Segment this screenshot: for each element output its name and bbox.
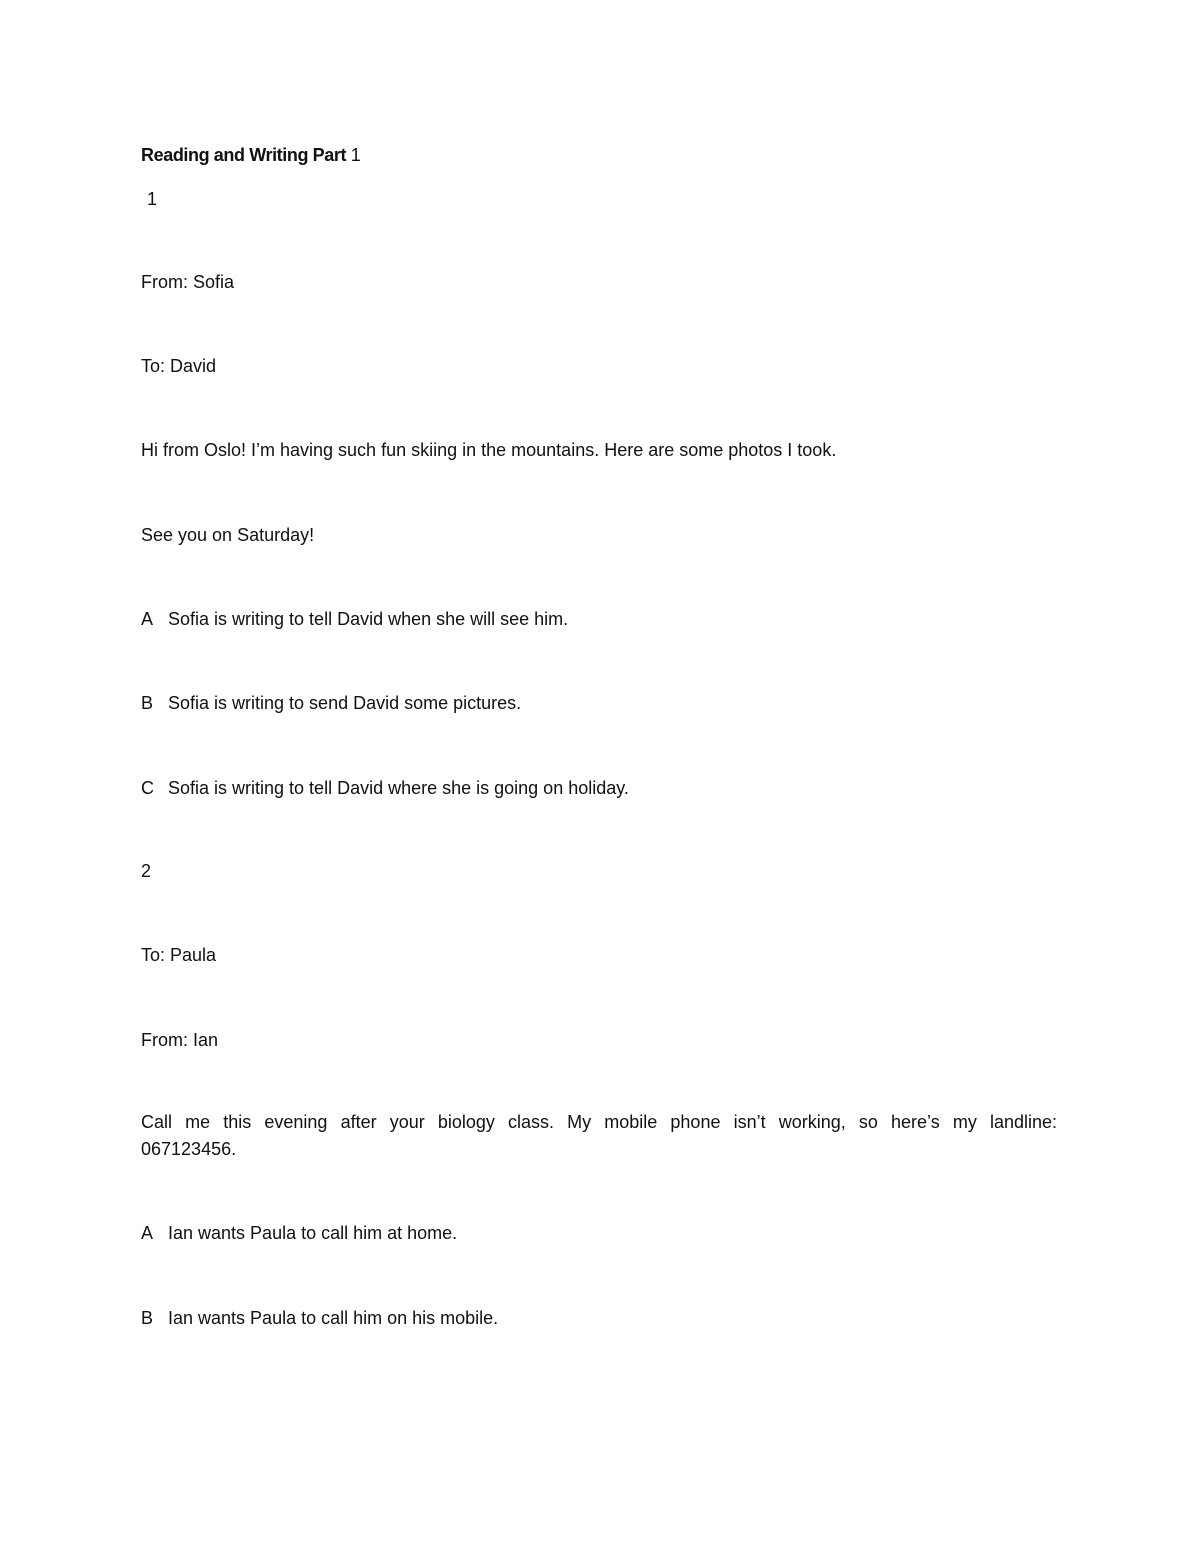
q2-option-a bbox=[141, 1222, 457, 1244]
q2-option-b bbox=[141, 1307, 498, 1329]
option-text: Ian wants Paula to call him at home. bbox=[168, 1223, 458, 1243]
q1-from-line: From: Sofia bbox=[141, 272, 235, 292]
option-letter: A bbox=[141, 1223, 154, 1243]
q2-from-line: From: Ian bbox=[141, 1030, 219, 1050]
q1-message-line-2: See you on Saturday! bbox=[141, 525, 315, 545]
question-number-1: 1 bbox=[147, 189, 158, 209]
option-letter: B bbox=[141, 693, 154, 713]
q2-to-line: To: Paula bbox=[141, 945, 217, 965]
question-number-2: 2 bbox=[141, 861, 152, 881]
page-title bbox=[141, 144, 360, 166]
title-text: Reading and Writing Part bbox=[141, 145, 347, 165]
option-letter: B bbox=[141, 1308, 154, 1328]
q1-option-b bbox=[141, 692, 521, 714]
q1-option-c bbox=[141, 777, 629, 799]
option-letter: C bbox=[141, 778, 154, 798]
option-text: Sofia is writing to tell David where she is going on holiday. bbox=[168, 778, 629, 798]
title-number: 1 bbox=[350, 145, 361, 165]
q1-message-line-1: Hi from Oslo! I’m having such fun skiing in the mountains. Here are some photos I took. bbox=[141, 440, 837, 460]
q1-option-a bbox=[141, 608, 568, 630]
option-text: Ian wants Paula to call him on his mobile. bbox=[168, 1308, 499, 1328]
q1-to-line: To: David bbox=[141, 356, 217, 376]
q2-message-paragraph: Call me this evening after your biology class. My mobile phone isn’t working, so here’s my landline: 067123456. bbox=[141, 1112, 1057, 1159]
option-text: Sofia is writing to tell David when she will see him. bbox=[168, 609, 569, 629]
option-text: Sofia is writing to send David some pictures. bbox=[168, 693, 522, 713]
option-letter: A bbox=[141, 609, 154, 629]
